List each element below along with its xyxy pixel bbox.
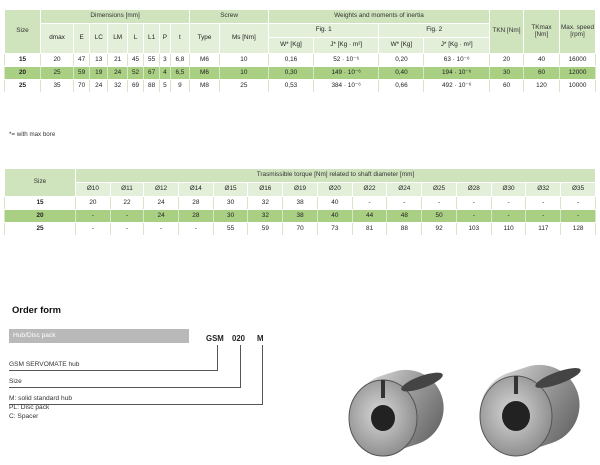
table-cell: - [491,197,526,210]
table-cell: 0,30 [268,67,313,80]
table-cell: 38 [283,210,318,223]
table-cell: 10000 [560,80,596,93]
table-cell: 48 [387,210,422,223]
col-header: t [170,24,190,54]
table-cell: 30 [213,197,248,210]
table-cell: 35 [41,80,74,93]
table-cell: 59 [248,223,283,236]
table-cell: 24 [108,67,128,80]
table-cell: - [456,210,491,223]
table-cell: 25 [5,223,76,236]
table-cell: 28 [178,210,213,223]
table-cell: 9 [170,80,190,93]
table-cell: 19 [90,67,108,80]
table-cell: 0,16 [268,54,313,67]
torque-table [4,168,596,236]
table-cell: - [144,223,179,236]
table-cell: 59 [74,67,90,80]
table-cell: 60 [524,67,560,80]
table-cell: 384 · 10⁻⁶ [313,80,378,93]
table-cell: 88 [144,80,160,93]
table-cell: 40 [524,54,560,67]
order-form-title: Order form [12,304,61,315]
table-cell: 117 [526,223,561,236]
table-cell: - [491,210,526,223]
col-header: J* [Kg · m²] [313,38,378,54]
table-cell: 5 [160,80,170,93]
table-cell: 128 [561,223,596,236]
table-cell: 32 [108,80,128,93]
table-cell: 70 [283,223,318,236]
size-header: Size [5,10,41,54]
col-header: Ø12 [144,183,179,197]
table-cell: M6 [190,54,220,67]
table-cell: M8 [190,80,220,93]
table-cell: 50 [422,210,457,223]
hub-disc-pack-box: Hub/Disc pack [9,329,189,343]
table-cell: 55 [213,223,248,236]
table-cell: 13 [90,54,108,67]
table-row [5,210,596,223]
table-cell: 69 [127,80,143,93]
table-cell: - [561,210,596,223]
table-cell: 52 [127,67,143,80]
table-cell: 0,66 [379,80,424,93]
table-cell: 110 [491,223,526,236]
col-header: Ø24 [387,183,422,197]
col-header: E [74,24,90,54]
table-cell: 52 · 10⁻⁶ [313,54,378,67]
table-cell: 47 [74,54,90,67]
table-cell: 25 [41,67,74,80]
table-cell: 0,53 [268,80,313,93]
table-row [5,54,596,67]
col-header: LC [90,24,108,54]
table-cell: 67 [144,67,160,80]
weights-header: Weights and moments of inertia [268,10,489,24]
footnote: *= with max bore [9,131,56,138]
table-cell: 38 [283,197,318,210]
coupling-1 [344,360,453,460]
table-cell: 103 [456,223,491,236]
col-header: Ø28 [456,183,491,197]
table-cell: 45 [127,54,143,67]
table-cell: 24 [144,210,179,223]
col-header: dmax [41,24,74,54]
table-cell: 24 [144,197,179,210]
table-cell: 492 · 10⁻⁶ [424,80,490,93]
table-cell: - [110,223,143,236]
col-header: Ø25 [422,183,457,197]
table-cell: 81 [352,223,387,236]
fig2-header: Fig. 2 [379,24,490,38]
table-cell: 73 [317,223,352,236]
table-cell: 20 [41,54,74,67]
tkmax-header: TKmax [Nm] [524,10,560,54]
table-cell: 20 [76,197,111,210]
table-cell: 25 [219,80,268,93]
table-cell: 40 [317,197,352,210]
col-header: Type [190,24,220,54]
table-cell: 70 [74,80,90,93]
table-cell: 10 [219,67,268,80]
col-header: Ø20 [317,183,352,197]
code-size: 020 [232,334,246,343]
col-header: LM [108,24,128,54]
table-cell: - [526,197,561,210]
col-header: L1 [144,24,160,54]
table-cell: 16000 [560,54,596,67]
table-cell: - [110,210,143,223]
dimensions-header: Dimensions [mm] [41,10,190,24]
torque-title: Trasmissible torque [Nm] related to shaft diameter [mm] [76,169,596,183]
label-size: Size [9,378,22,385]
col-header: P [160,24,170,54]
col-header: L [127,24,143,54]
col-header: Ø14 [178,183,213,197]
table-cell: 24 [90,80,108,93]
code-type: M [257,334,264,343]
table-cell: 194 · 10⁻⁶ [424,67,490,80]
screw-header: Screw [190,10,269,24]
col-header: Ms [Nm] [219,24,268,54]
table-cell: - [76,210,111,223]
col-header: Ø22 [352,183,387,197]
table-cell: 22 [110,197,143,210]
coupling-2 [470,355,590,462]
table-cell: 32 [248,210,283,223]
size-header: Size [5,169,76,197]
label-m: M: solid standard hub [9,395,73,402]
table-cell: 15 [5,197,76,210]
table-cell: 88 [387,223,422,236]
table-cell: 28 [178,197,213,210]
table-row [5,197,596,210]
table-cell: 6,8 [170,54,190,67]
col-header: Ø30 [491,183,526,197]
col-header: W* [Kg] [379,38,424,54]
table-cell: 0,20 [379,54,424,67]
table-cell: 63 · 10⁻⁶ [424,54,490,67]
col-header: Ø35 [561,183,596,197]
table-cell: 30 [213,210,248,223]
table-cell: 60 [490,80,524,93]
table-cell: M6 [190,67,220,80]
label-c: C: Spacer [9,413,39,420]
col-header: J* [Kg · m²] [424,38,490,54]
col-header: Ø19 [283,183,318,197]
table-cell: 20 [490,54,524,67]
table-cell: 20 [5,67,41,80]
col-header: Ø32 [526,183,561,197]
coupling-photo [338,348,600,463]
table-cell: - [422,197,457,210]
table-cell: 21 [108,54,128,67]
dimensions-table [4,9,596,93]
table-cell: 15 [5,54,41,67]
col-header: Ø10 [76,183,111,197]
table-row [5,80,596,93]
table-cell: - [456,197,491,210]
table-cell: 149 · 10⁻⁶ [313,67,378,80]
table-cell: 20 [5,210,76,223]
table-cell: 120 [524,80,560,93]
table-cell: 30 [490,67,524,80]
col-header: W* [Kg] [268,38,313,54]
table-cell: - [526,210,561,223]
table-cell: - [561,197,596,210]
col-header: Ø16 [248,183,283,197]
table-cell: 55 [144,54,160,67]
table-cell: - [387,197,422,210]
col-header: Ø11 [110,183,143,197]
tkn-header: TKN [Nm] [490,10,524,54]
label-pl: PL: Disc pack [9,404,50,411]
table-cell: 32 [248,197,283,210]
table-cell: 44 [352,210,387,223]
table-cell: 4 [160,67,170,80]
table-cell: 12000 [560,67,596,80]
table-cell: - [76,223,111,236]
table-cell: 40 [317,210,352,223]
max-speed-header: Max. speed [rpm] [560,10,596,54]
col-header: Ø15 [213,183,248,197]
table-cell: 0,40 [379,67,424,80]
table-cell: 3 [160,54,170,67]
table-row [5,67,596,80]
table-cell: 10 [219,54,268,67]
table-row [5,223,596,236]
table-cell: 25 [5,80,41,93]
fig1-header: Fig. 1 [268,24,378,38]
code-gsm: GSM [206,334,224,343]
table-cell: - [352,197,387,210]
table-cell: 6,5 [170,67,190,80]
table-cell: 92 [422,223,457,236]
table-cell: - [178,223,213,236]
label-hub: GSM SERVOMATE hub [9,361,80,368]
